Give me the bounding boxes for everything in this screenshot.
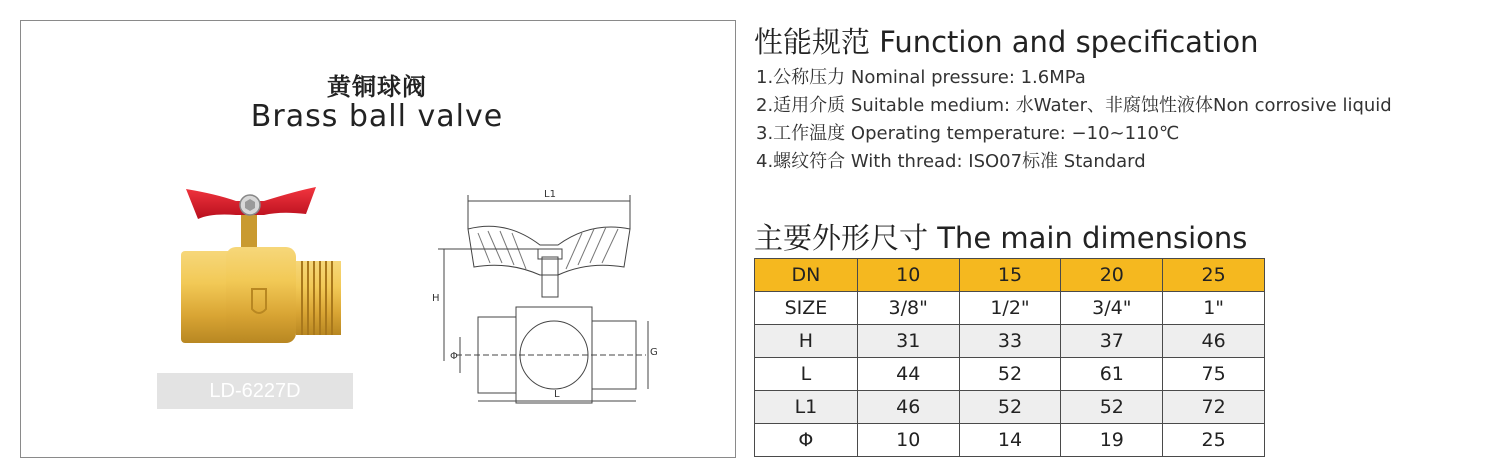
spec-item: 4.螺纹符合 With thread: ISO07标准 Standard [756, 151, 1146, 172]
table-cell: 1/2" [959, 292, 1061, 325]
spec-item: 2.适用介质 Suitable medium: 水Water、非腐蚀性液体Non corrosive liquid [756, 95, 1392, 116]
table-cell: 25 [1163, 424, 1265, 457]
table-cell: 31 [857, 325, 959, 358]
table-cell: DN [755, 259, 858, 292]
table-cell: 46 [1163, 325, 1265, 358]
table-cell: 19 [1061, 424, 1163, 457]
table-row [755, 325, 1265, 358]
drawing-label-l: L [554, 389, 560, 400]
valve-photo [156, 169, 356, 349]
table-row [755, 391, 1265, 424]
table-cell: 61 [1061, 358, 1163, 391]
table-cell: 52 [959, 391, 1061, 424]
spec-item: 3.工作温度 Operating temperature: −10~110℃ [756, 123, 1180, 144]
table-cell: 44 [857, 358, 959, 391]
spec-heading: 性能规范 Function and specification [754, 25, 1259, 59]
table-cell: 20 [1061, 259, 1163, 292]
table-cell: 25 [1163, 259, 1265, 292]
table-cell: 3/4" [1061, 292, 1163, 325]
product-title-en: Brass ball valve [250, 99, 504, 134]
table-row [755, 259, 1265, 292]
table-cell: 10 [857, 259, 959, 292]
product-title-cn: 黄铜球阀 [327, 73, 427, 101]
product-panel [20, 20, 736, 458]
table-cell: 15 [959, 259, 1061, 292]
table-cell: 75 [1163, 358, 1265, 391]
table-cell: L [755, 358, 858, 391]
table-cell: 14 [959, 424, 1061, 457]
table-cell: 37 [1061, 325, 1163, 358]
table-cell: 1" [1163, 292, 1265, 325]
drawing-label-phi: Φ [450, 351, 458, 362]
table-cell: 52 [1061, 391, 1163, 424]
table-row [755, 292, 1265, 325]
table-cell: 52 [959, 358, 1061, 391]
table-cell: 33 [959, 325, 1061, 358]
drawing-label-g: G [650, 347, 658, 358]
table-row [755, 424, 1265, 457]
dimensions-table [754, 258, 1265, 457]
spec-list [756, 66, 1392, 178]
table-cell: Φ [755, 424, 858, 457]
table-cell: 3/8" [857, 292, 959, 325]
drawing-label-l1: L1 [544, 189, 556, 200]
table-cell: 72 [1163, 391, 1265, 424]
table-cell: 10 [857, 424, 959, 457]
model-number-badge: LD-6227D [157, 373, 353, 409]
table-cell: 46 [857, 391, 959, 424]
spec-item: 1.公称压力 Nominal pressure: 1.6MPa [756, 67, 1086, 88]
dimensions-heading: 主要外形尺寸 The main dimensions [754, 221, 1248, 255]
table-cell: L1 [755, 391, 858, 424]
table-row [755, 358, 1265, 391]
table-cell: H [755, 325, 858, 358]
technical-drawing [416, 189, 656, 404]
table-cell: SIZE [755, 292, 858, 325]
drawing-label-h: H [432, 293, 440, 304]
